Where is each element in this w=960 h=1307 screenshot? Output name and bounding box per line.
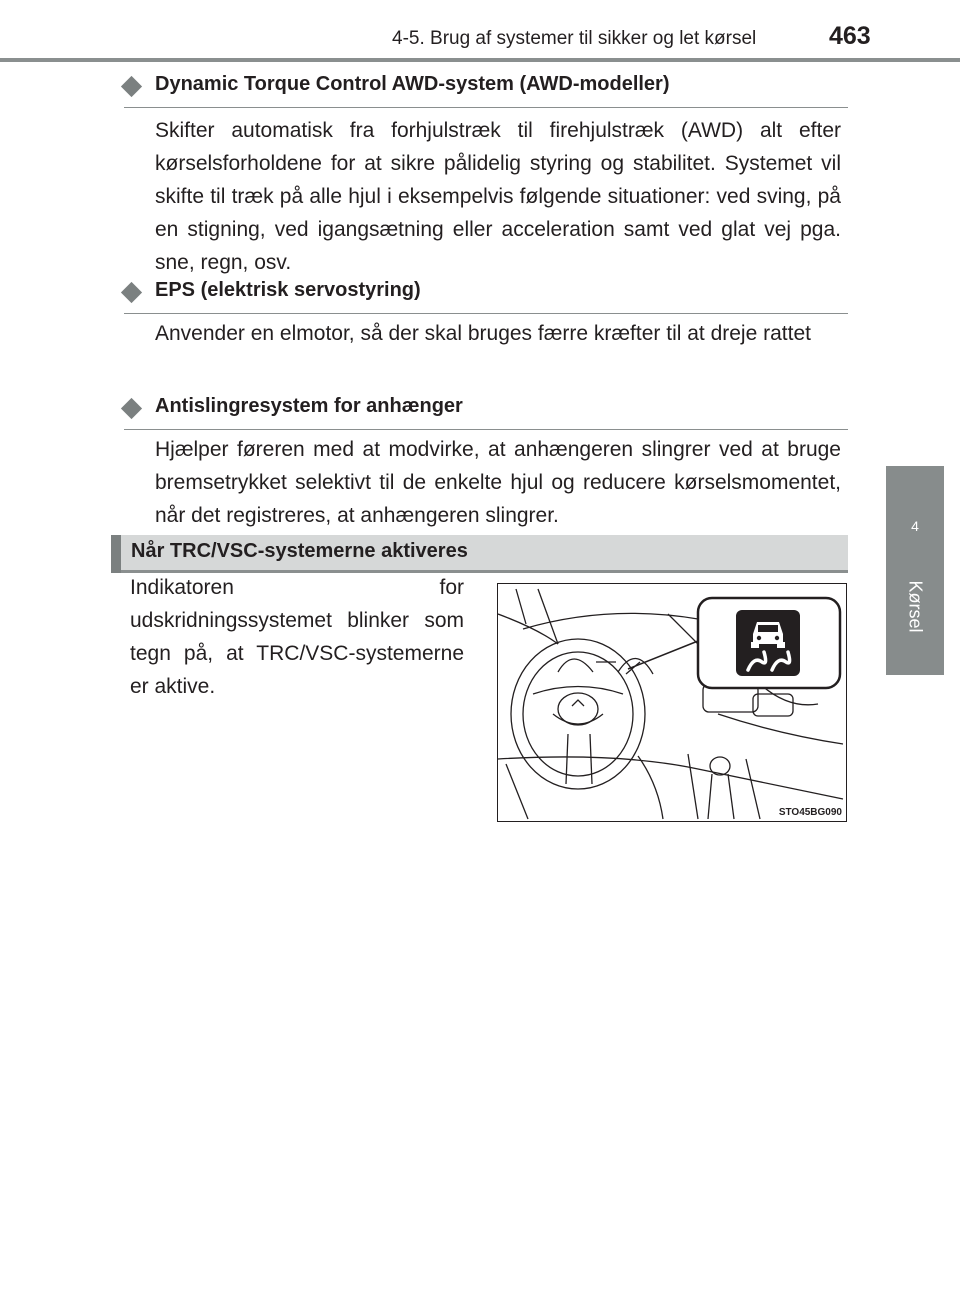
- chapter-label: Kørsel: [905, 580, 926, 633]
- slip-indicator-icon: [736, 610, 800, 676]
- chapter-number: 4: [911, 518, 919, 534]
- section-title: Dynamic Torque Control AWD-system (AWD-modeller): [155, 73, 670, 95]
- section-body-awd: Skifter automatisk fra forhjulstræk til firehjulstræk (AWD) alt efter kørselsforholdene for at sikre pålidelig styring og stabilitet. Systemet vil skifte til træk på alle hjul i eksempelvis følgende situationer: ved sving, på en stigning, ved igangsætning eller acceleration samt ved glat vej pga. sne, regn, osv.: [155, 119, 841, 274]
- diamond-bullet-icon: [121, 398, 142, 419]
- subheading-bar: [111, 535, 848, 573]
- section-heading-eps: [124, 277, 848, 314]
- dashboard-illustration: [497, 583, 847, 822]
- diamond-bullet-icon: [121, 76, 142, 97]
- header-title: 4-5. Brug af systemer til sikker og let kørsel: [392, 28, 757, 49]
- section-heading-awd: [124, 71, 848, 108]
- header-rule: [0, 58, 960, 62]
- image-code: STO45BG090: [778, 807, 842, 818]
- section-body-eps: Anvender en elmotor, så der skal bruges færre kræfter til at dreje rattet: [155, 322, 811, 345]
- section-heading-trailer: [124, 393, 848, 430]
- diamond-bullet-icon: [121, 282, 142, 303]
- section-body-trailer: Hjælper føreren med at modvirke, at anhængeren slingrer ved at bruge bremsetrykket selektivt til de enkelte hjul og reducere kørselsmomentet, når det registreres, at anhængeren slingrer.: [155, 438, 841, 527]
- section-title: Antislingresystem for anhænger: [155, 395, 463, 417]
- dashboard-drawing: [498, 584, 848, 823]
- indicator-description: Indikatoren for udskridningssystemet blinker som tegn på, at TRC/VSC-systemerne er aktive.: [130, 576, 464, 698]
- chapter-side-tab: [886, 466, 944, 675]
- page-number: 463: [829, 22, 871, 50]
- subheading-title: Når TRC/VSC-systemerne aktiveres: [131, 540, 468, 562]
- section-title: EPS (elektrisk servostyring): [155, 279, 421, 301]
